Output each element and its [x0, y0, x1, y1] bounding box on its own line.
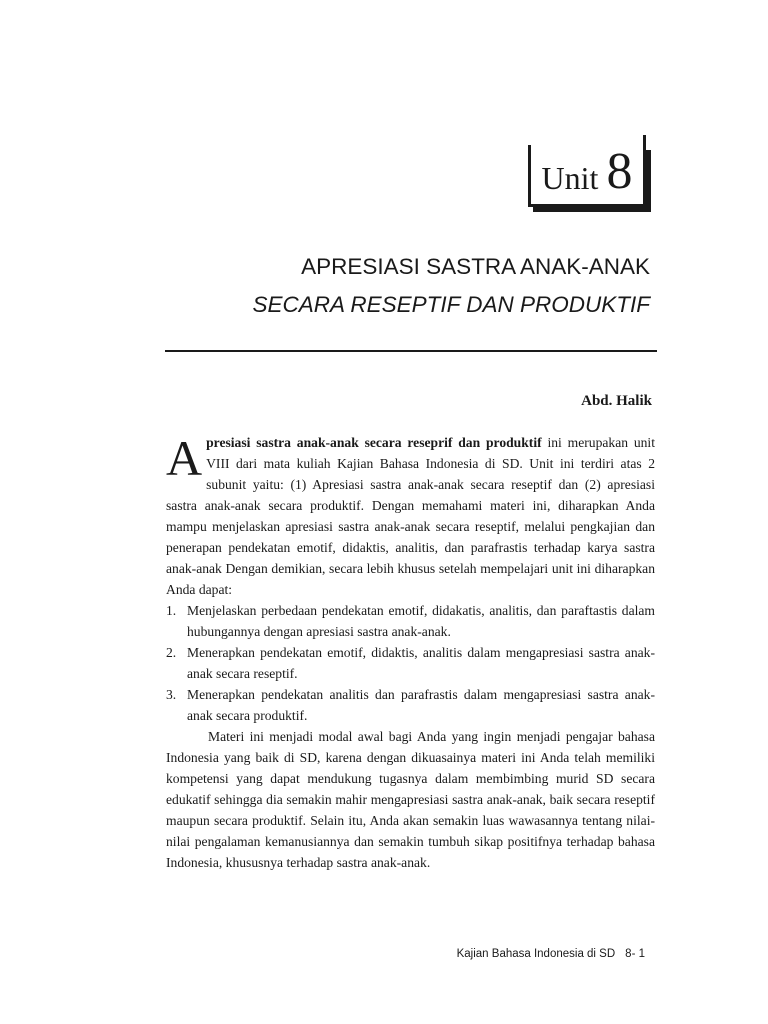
body-text [166, 432, 655, 873]
list-text: Menerapkan pendekatan analitis dan parafrastis dalam mengapresiasi sastra anak-anak secara produktif. [187, 687, 655, 723]
list-item [166, 600, 655, 642]
drop-cap: A [166, 430, 203, 486]
author-name: Abd. Halik [581, 393, 652, 409]
list-number: 1. [166, 603, 177, 618]
footer-course: Kajian Bahasa Indonesia di SD [456, 948, 616, 960]
list-text: Menerapkan pendekatan emotif, didaktis, analitis dalam mengapresiasi sastra anak-anak secara reseptif. [187, 645, 655, 681]
list-number: 3. [166, 687, 177, 702]
intro-paragraph [166, 432, 655, 600]
list-text: Menjelaskan perbedaan pendekatan emotif, didakatis, analitis, dan paraftastis dalam hubungannya dengan apresiasi sastra anak-anak. [187, 603, 655, 639]
badge-frame-accent [643, 135, 646, 145]
list-item [166, 684, 655, 726]
unit-badge [528, 145, 646, 207]
intro-text: ini merupakan unit VIII dari mata kuliah Kajian Bahasa Indonesia di SD. Unit ini terdiri atas 2 subunit yaitu: (1) Apresiasi sastra anak-anak secara reseptif dan (2) apresiasi sastra anak-anak secara produktif. Dengan memahami materi ini, diharapkan Anda mampu menjelaskan apresiasi sastra anak-anak secara reseptif, melalui pengkajian dan penerapan pendekatan emotif, didaktis, analitis, dan parafrastis terhadap karya sastra anak-anak Dengan demikian, secara lebih khusus setelah mempelajari unit ini diharapkan Anda dapat: [166, 435, 655, 597]
title-divider [165, 350, 657, 352]
objectives-list [166, 600, 655, 726]
chapter-title: APRESIASI SASTRA ANAK-ANAK [301, 254, 650, 279]
unit-number: 8 [606, 143, 633, 200]
list-number: 2. [166, 645, 177, 660]
page-footer [457, 948, 645, 960]
closing-paragraph: Materi ini menjadi modal awal bagi Anda yang ingin menjadi pengajar bahasa Indonesia yang baik di SD, karena dengan dikuasainya materi ini Anda telah memiliki kompetensi yang dapat mendukung tugasnya dalam membimbing murid SD secara edukatif sehingga dia semakin mahir mengapresiasi sastra anak-anak, baik secara reseptif maupun secara produktif. Selain itu, Anda akan semakin luas wawasannya tentang nilai-nilai pengalaman kemanusiannya dan semakin tumbuh sikap positifnya terhadap bahasa Indonesia, khususnya terhadap sastra anak-anak. [166, 729, 655, 870]
list-item [166, 642, 655, 684]
chapter-subtitle: SECARA RESEPTIF DAN PRODUKTIF [252, 292, 650, 317]
page-number: 8- 1 [625, 948, 645, 960]
unit-word: Unit [541, 160, 599, 196]
intro-lead: presiasi sastra anak-anak secara reseprif dan produktif [206, 435, 542, 450]
